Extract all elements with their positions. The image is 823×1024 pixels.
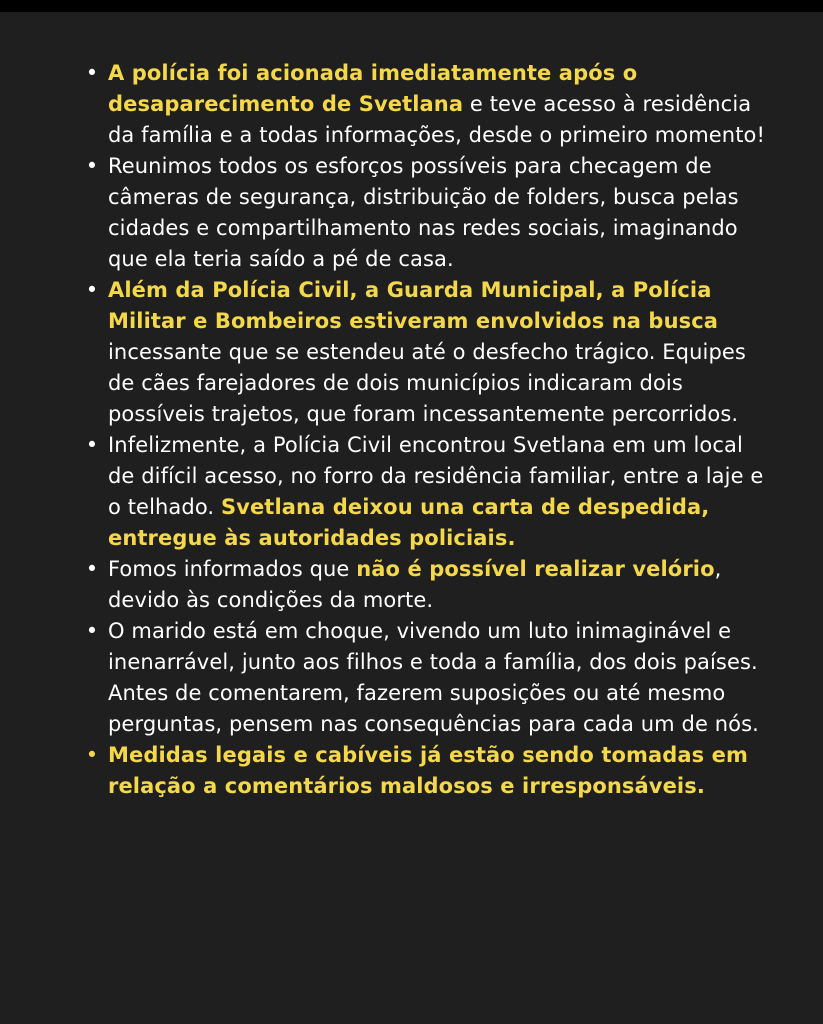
body-text: e teve acesso à residência da família e a todas informações, desde o primeiro momento! [108, 92, 765, 147]
list-item [85, 430, 765, 554]
highlighted-text: A polícia foi acionada imediatamente após o desaparecimento de Svetlana [108, 61, 638, 116]
bullet-icon: • [85, 557, 99, 581]
body-text: O marido está em choque, vivendo um luto inimaginável e inenarrável, junto aos filhos e toda a família, dos dois países. Antes de comentarem, fazerem suposições ou até mesmo perguntas, pensem nas consequências para cada um de nós. [108, 619, 759, 736]
body-text: Reunimos todos os esforços possíveis para checagem de câmeras de segurança, distribuição de folders, busca pelas cidades e compartilhamento nas redes sociais, imaginando que ela teria saído a pé de casa. [108, 154, 739, 271]
list-item [85, 58, 765, 151]
body-text: , devido às condições da morte. [108, 557, 722, 612]
list-item [85, 151, 765, 275]
highlighted-text: Svetlana deixou una carta de despedida, entregue às autoridades policiais. [108, 495, 710, 550]
list-item [85, 554, 765, 616]
bullet-icon: • [85, 743, 99, 767]
bullet-icon: • [85, 154, 99, 178]
bullet-icon: • [85, 278, 99, 302]
body-text: incessante que se estendeu até o desfecho trágico. Equipes de cães farejadores de dois municípios indicaram dois possíveis trajetos, que foram incessantemente percorridos. [108, 340, 746, 426]
highlighted-text: Medidas legais e cabíveis já estão sendo tomadas em relação a comentários maldosos e irresponsáveis. [108, 743, 748, 798]
body-text: Infelizmente, a Polícia Civil encontrou Svetlana em um local de difícil acesso, no forro da residência familiar, entre a laje e o telhado. [108, 433, 764, 519]
list-item [85, 616, 765, 740]
bullet-icon: • [85, 61, 99, 85]
bullet-icon: • [85, 433, 99, 457]
bullet-list [85, 58, 765, 802]
body-text: Fomos informados que [108, 557, 357, 581]
top-status-bar [0, 0, 823, 12]
list-item [85, 740, 765, 802]
statement-text-block [85, 58, 765, 802]
highlighted-text: Além da Polícia Civil, a Guarda Municipal, a Polícia Militar e Bombeiros estiveram envolvidos na busca [108, 278, 719, 333]
highlighted-text: não é possível realizar velório [356, 557, 715, 581]
bullet-icon: • [85, 619, 99, 643]
list-item [85, 275, 765, 430]
